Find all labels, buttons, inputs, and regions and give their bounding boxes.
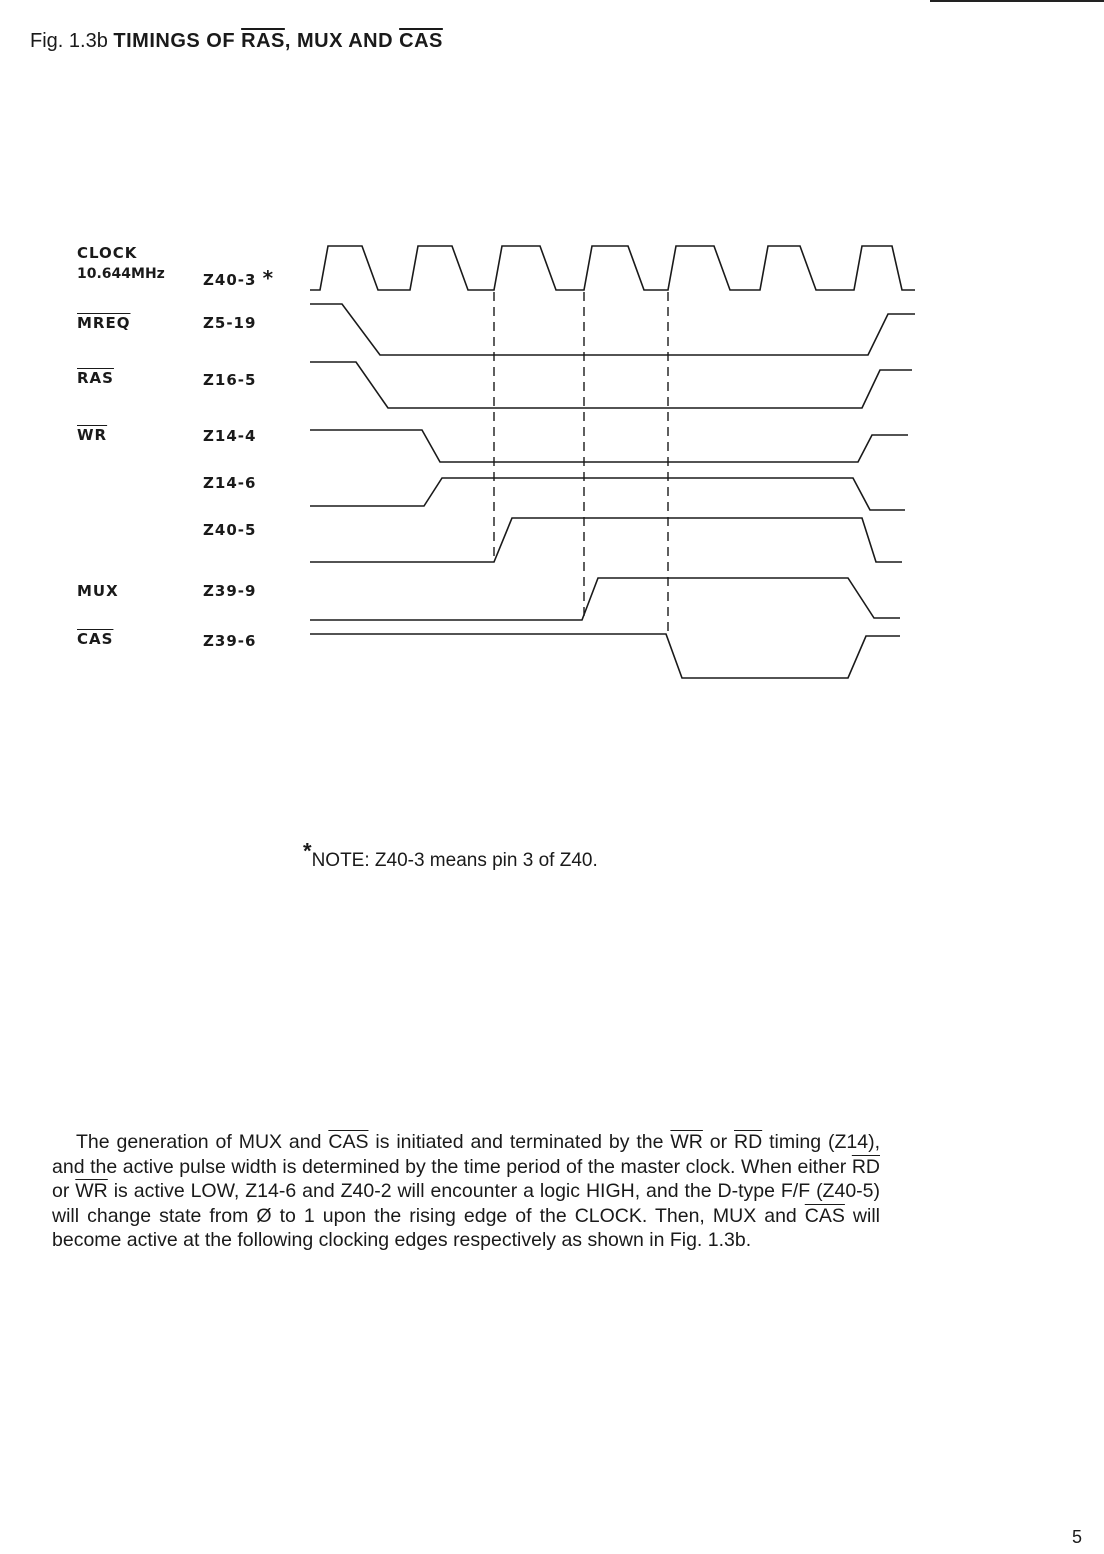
body-paragraph: The generation of MUX and $\overline{CAS}$ is initiated and terminated by the $\overline{WR}$ or $\overline{RD}$ timing (Z14), and the active pulse width is determined by the time period of the master clock. When either $\overline{RD}$ or $\overline{WR}$ is active LOW, Z14-6 and Z40-2 will encounter a logic HIGH, and the D-type F/F (Z40-5) will change state from Ø to 1 upon the rising edge of the CLOCK. Then, MUX and $\overline{CAS}$ will become active at the following clocking edges respectively as shown in Fig. 1.3b.: [52, 1131, 880, 1251]
pin-label-z40-3: Z40-3 *: [203, 266, 275, 290]
signal-freq-clock: 10.644MHz: [77, 266, 165, 282]
waveform-clock: [310, 246, 915, 290]
waveform-mux: [310, 578, 900, 620]
title-cas: $\overline{CAS}$: [399, 30, 443, 52]
note-marker: *: [303, 838, 312, 864]
pin-label-z14-4: Z14-4: [203, 427, 257, 445]
waveform-wr: [310, 430, 908, 462]
signal-name-wr: $\overline{WR}$: [77, 426, 108, 444]
waveform-z14-6: [310, 478, 905, 510]
title-ras: $\overline{RAS}$: [241, 30, 285, 52]
pin-label-z5-19: Z5-19: [203, 314, 257, 332]
signal-name-mreq: MREQ: [77, 314, 131, 332]
signal-name-ras: $\overline{RAS}$: [77, 369, 114, 387]
signal-name-clock: CLOCK: [77, 244, 138, 262]
pin-label-z40-5: Z40-5: [203, 521, 257, 539]
pin-label-z14-6: Z14-6: [203, 474, 257, 492]
page-number: 5: [1072, 1527, 1083, 1547]
figure-number: Fig. 1.3b: [30, 30, 108, 52]
pin-label-z16-5: Z16-5: [203, 371, 257, 389]
figure-title: TIMINGS OF $\overline{RAS}$, MUX AND $\overline{CAS}$: [113, 30, 443, 52]
signal-name-mux: MUX: [77, 582, 119, 600]
signal-name-cas: $\overline{CAS}$: [77, 630, 114, 648]
figure-note: [303, 838, 598, 872]
note-text: NOTE: Z40-3 means pin 3 of Z40.: [311, 850, 598, 871]
waveform-ras: [310, 362, 912, 408]
pin-label-z39-6: Z39-6: [203, 632, 257, 650]
waveform-mreq: [310, 304, 915, 355]
waveform-cas: [310, 634, 900, 678]
pin-label-z39-9: Z39-9: [203, 582, 257, 600]
timing-diagram: [0, 0, 1104, 760]
waveform-z40-5: [310, 518, 902, 562]
